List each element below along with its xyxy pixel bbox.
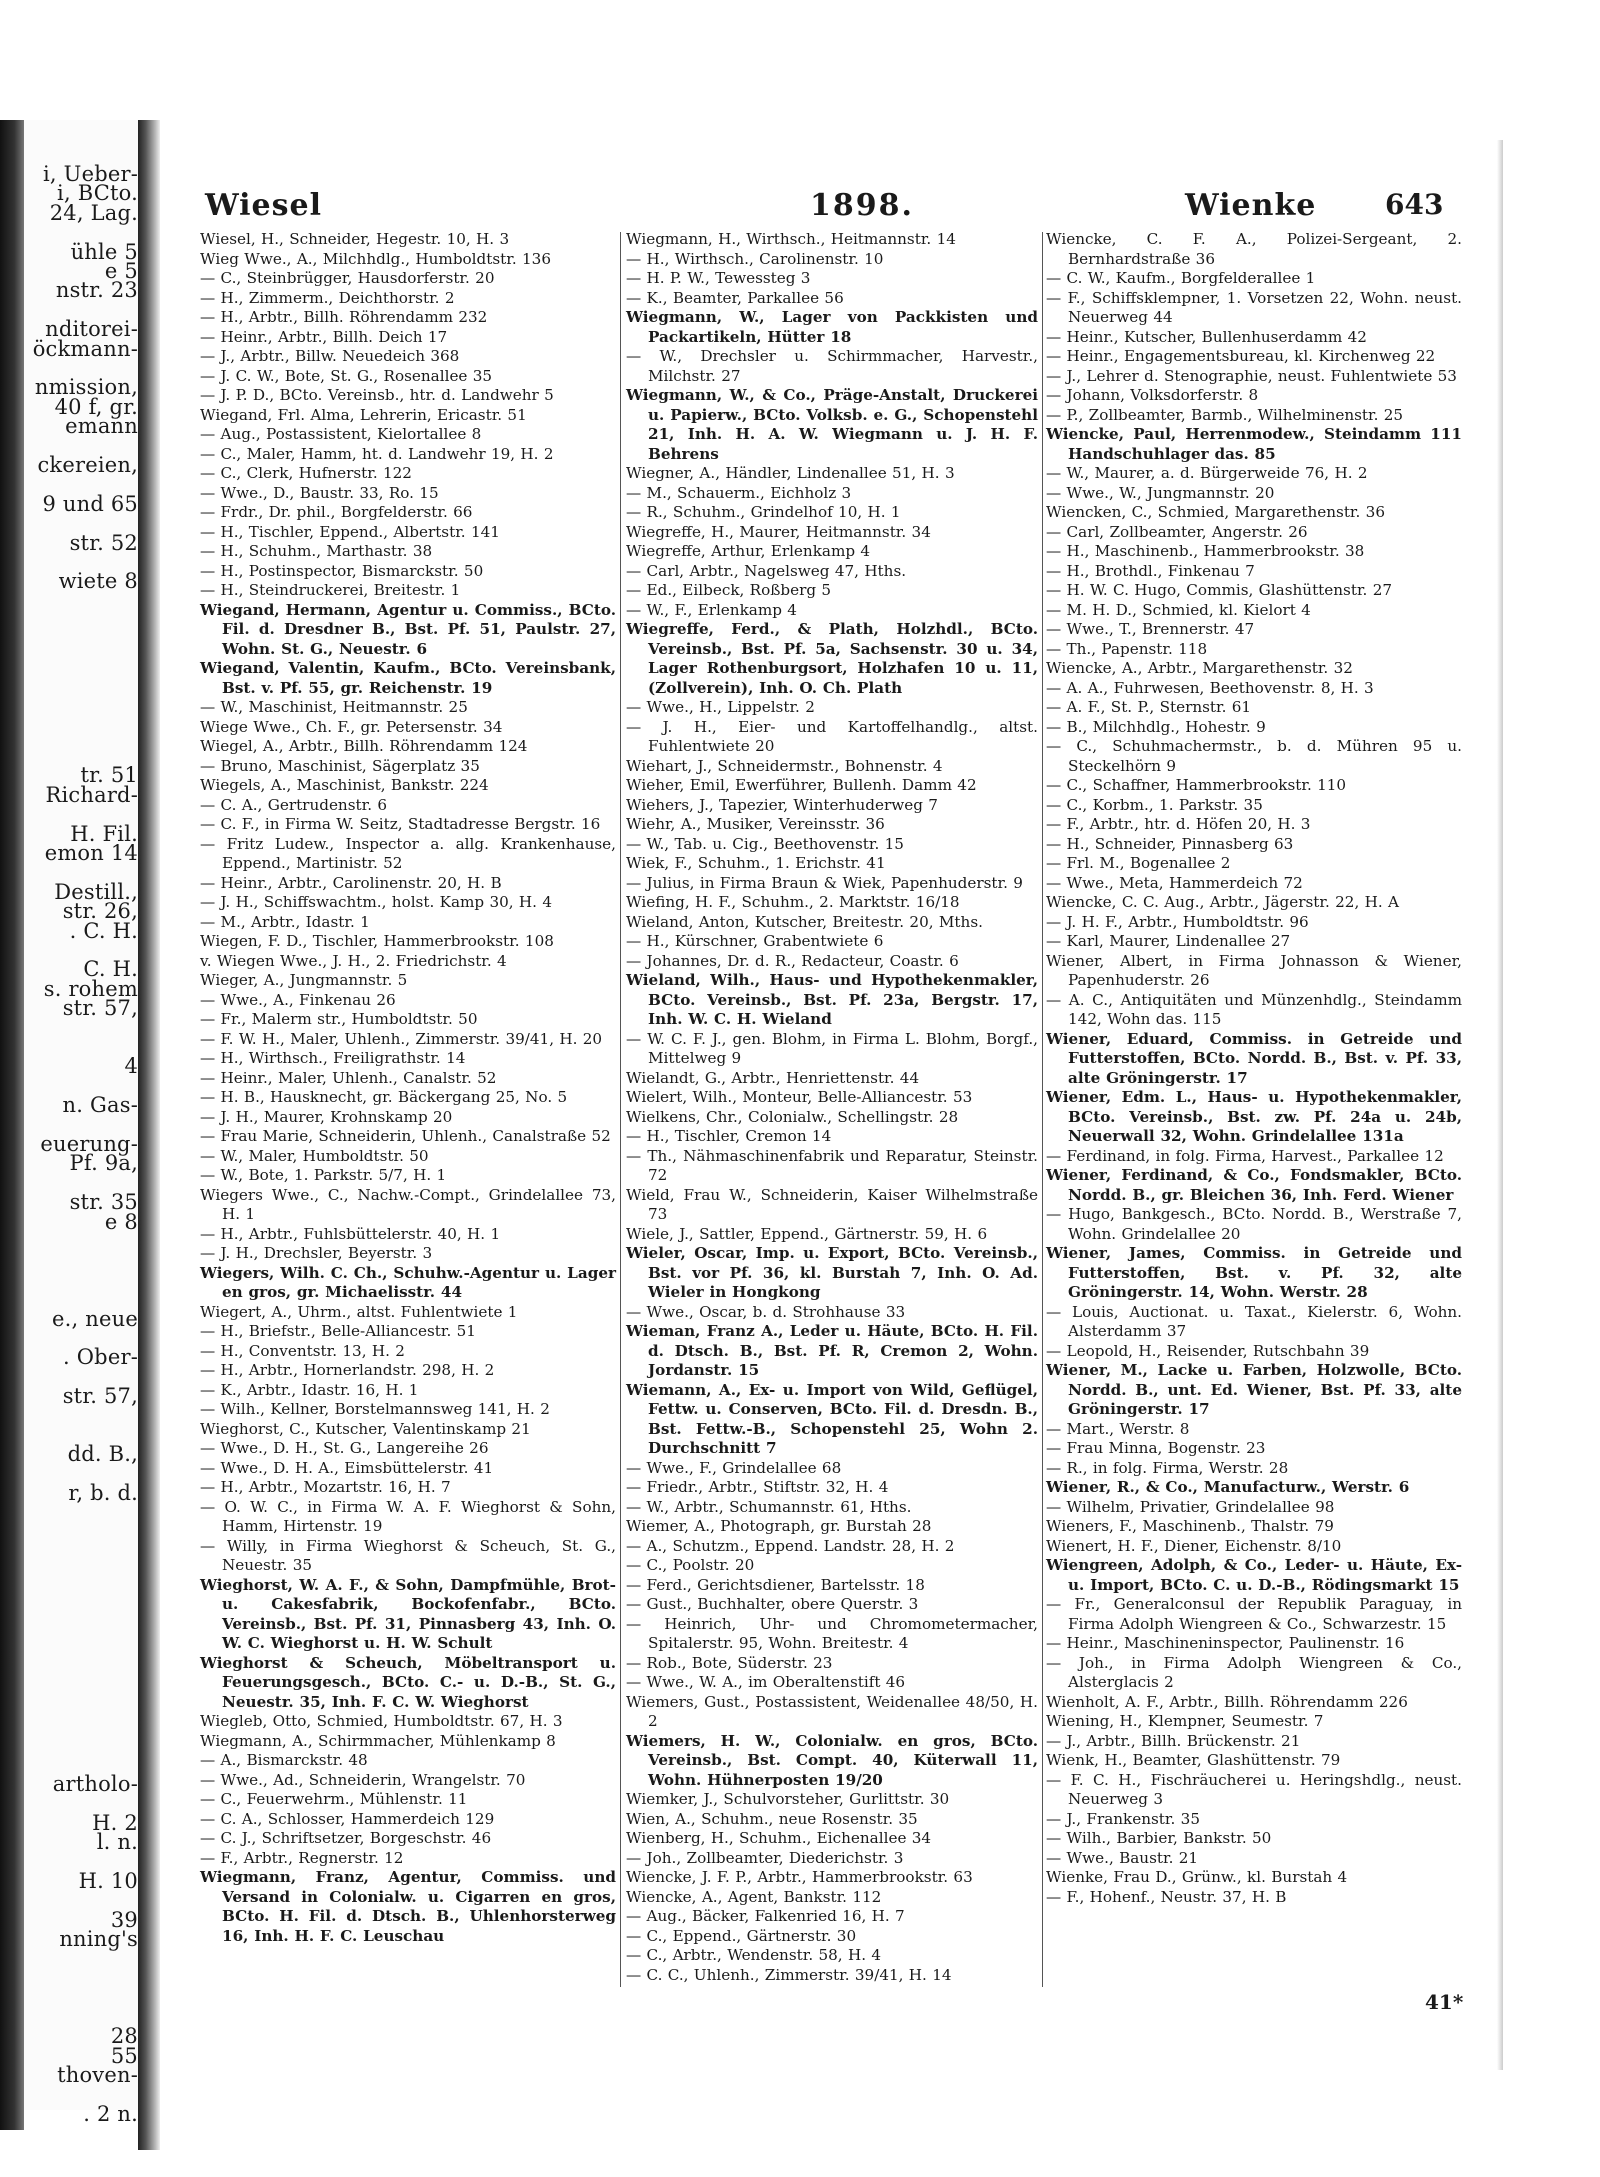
- directory-entry: Wiening, H., Klempner, Seumestr. 7: [1046, 1712, 1324, 1730]
- directory-entry: Wiencke, A., Agent, Bankstr. 112: [626, 1887, 882, 1906]
- directory-entry: Wiemer, A., Photograph, gr. Burstah 28: [626, 1517, 932, 1535]
- directory-entry: Wiemers, Gust., Postassistent, Weidenallee 48/50, H. 2: [626, 1692, 1038, 1730]
- directory-entry: Wieland, Anton, Kutscher, Breitestr. 20, Mths.: [626, 912, 983, 931]
- directory-entry: — Frau Minna, Bogenstr. 23: [1046, 1439, 1266, 1457]
- directory-entry: Wiengreen, Adolph, & Co., Leder- u. Häute, Ex- u. Import, BCto. C. u. D.-B., Rödingsmarkt 15: [1046, 1556, 1462, 1594]
- previous-page-text: . C. H.: [69, 918, 138, 943]
- directory-entry: — H., Conventstr. 13, H. 2: [200, 1341, 405, 1360]
- directory-entry: — Wwe., W., Jungmannstr. 20: [1046, 483, 1275, 502]
- directory-entry: Wienholt, A. F., Arbtr., Billh. Röhrendamm 226: [1046, 1692, 1408, 1711]
- directory-entry: — P., Zollbeamter, Barmb., Wilhelminenstr. 25: [1046, 405, 1404, 424]
- directory-entry: — A., Bismarckstr. 48: [200, 1751, 368, 1769]
- directory-entry: — J. H., Maurer, Krohnskamp 20: [200, 1107, 453, 1126]
- directory-entry: — J., Lehrer d. Stenographie, neust. Fuhlentwiete 53: [1046, 366, 1457, 385]
- directory-entry: Wiener, Eduard, Commiss. in Getreide und Futterstoffen, BCto. Nordd. B., Bst. v. Pf. 33, alte Gröningerstr. 17: [1046, 1029, 1462, 1087]
- previous-page-text: ühle 5: [70, 239, 138, 264]
- directory-entry: — Rob., Bote, Süderstr. 23: [626, 1653, 833, 1672]
- directory-entry: Wiehers, J., Tapezier, Winterhuderweg 7: [626, 795, 938, 814]
- previous-page-text: i, BCto.: [57, 181, 138, 206]
- directory-entry: Wieland, Wilh., Haus- und Hypothekenmakler, BCto. Vereinsb., Bst. Pf. 23a, Bergstr. 17, Inh. W. C. H. Wieland: [626, 971, 1038, 1028]
- directory-entry: — Mart., Werstr. 8: [1046, 1419, 1190, 1438]
- previous-page-text: nning's: [59, 1927, 138, 1952]
- previous-page-text: 9 und 65: [42, 491, 138, 516]
- directory-entry: — M. H. D., Schmied, kl. Kielort 4: [1046, 600, 1311, 619]
- directory-entry: Wiegand, Frl. Alma, Lehrerin, Ericastr. 51: [200, 405, 527, 424]
- directory-entry: — F. W. H., Maler, Uhlenh., Zimmerstr. 39/41, H. 20: [200, 1029, 603, 1048]
- directory-entry: Wield, Frau W., Schneiderin, Kaiser Wilhelmstraße 73: [626, 1185, 1038, 1223]
- previous-page-text: 4: [124, 1054, 138, 1079]
- directory-entry: — Wwe., Baustr. 21: [1046, 1848, 1199, 1867]
- directory-entry: Wieghorst, C., Kutscher, Valentinskamp 21: [200, 1419, 531, 1438]
- directory-entry: Wiener, M., Lacke u. Farben, Holzwolle, BCto. Nordd. B., unt. Ed. Wiener, Bst. Pf. 33, alte Gröningerstr. 17: [1046, 1361, 1462, 1418]
- directory-entry: — J., Arbtr., Billh. Brückenstr. 21: [1046, 1731, 1301, 1750]
- previous-page-text: str. 26,: [62, 899, 138, 924]
- previous-page-text: . 2 n.: [83, 2102, 138, 2126]
- directory-entry: — A., Schutzm., Eppend. Landstr. 28, H. 2: [626, 1536, 955, 1555]
- previous-page-text: e 5: [104, 259, 138, 283]
- directory-entry: — Ed., Eilbeck, Roßberg 5: [626, 581, 832, 599]
- directory-entry: Wiegand, Hermann, Agentur u. Commiss., BCto. Fil. d. Dresdner B., Bst. Pf. 51, Paulstr. 27, Wohn. St. G., Neuestr. 6: [200, 600, 616, 658]
- directory-entry: — Wwe., Oscar, b. d. Strohhause 33: [626, 1302, 906, 1321]
- directory-entry: Wiemers, H. W., Colonialw. en gros, BCto. Vereinsb., Bst. Compt. 40, Küterwall 11, Wohn. Hühnerposten 19/20: [626, 1731, 1038, 1789]
- column-2: [626, 230, 1038, 1990]
- directory-entry: Wieghorst, W. A. F., & Sohn, Dampfmühle, Brot- u. Cakesfabrik, Bockofenfabr., BCto. Vereinsb., Bst. Pf. 31, Pinnasberg 43, Inh. O. W. C. Wieghorst u. H. W. Schult: [200, 1575, 616, 1652]
- running-head-year: 1898.: [810, 188, 914, 223]
- directory-entry: — H., Tischler, Cremon 14: [626, 1127, 832, 1145]
- directory-entry: — Julius, in Firma Braun & Wiek, Papenhuderstr. 9: [626, 873, 1023, 892]
- previous-page-text: euerung-: [40, 1132, 138, 1156]
- directory-entry: — H., Arbtr., Fuhlsbüttelerstr. 40, H. 1: [200, 1224, 501, 1243]
- directory-entry: — Th., Nähmaschinenfabrik und Reparatur, Steinstr. 72: [626, 1146, 1038, 1184]
- directory-entry: — M., Arbtr., Idastr. 1: [200, 912, 370, 931]
- directory-entry: Wiek, F., Schuhm., 1. Erichstr. 41: [626, 854, 886, 872]
- directory-entry: Wiegand, Valentin, Kaufm., BCto. Vereinsbank, Bst. v. Pf. 55, gr. Reichenstr. 19: [200, 659, 616, 697]
- directory-entry: — Ferd., Gerichtsdiener, Bartelsstr. 18: [626, 1575, 925, 1594]
- directory-entry: Wiener, Albert, in Firma Johnasson & Wiener, Papenhuderstr. 26: [1046, 951, 1462, 989]
- directory-entry: — H., Arbtr., Billh. Röhrendamm 232: [200, 308, 488, 326]
- directory-entry: — A. F., St. P., Sternstr. 61: [1046, 698, 1252, 716]
- directory-entry: — Friedr., Arbtr., Stiftstr. 32, H. 4: [626, 1478, 889, 1496]
- directory-entry: — Wwe., Meta, Hammerdeich 72: [1046, 873, 1303, 892]
- directory-entry: — H., Wirthsch., Carolinenstr. 10: [626, 249, 884, 268]
- column-rule: [620, 232, 621, 1987]
- directory-entry: — Bruno, Maschinist, Sägerplatz 35: [200, 756, 480, 775]
- previous-page-text: thoven-: [57, 2063, 138, 2088]
- previous-page-text: . Ober-: [63, 1345, 138, 1370]
- directory-entry: — Carl, Arbtr., Nagelsweg 47, Hths.: [626, 561, 907, 580]
- directory-entry: — H. W. C. Hugo, Commis, Glashüttenstr. 27: [1046, 581, 1393, 599]
- previous-page-text: e 8: [104, 1209, 138, 1234]
- previous-page-text: nstr. 23: [55, 278, 138, 303]
- directory-entry: — C. F., in Firma W. Seitz, Stadtadresse Bergstr. 16: [200, 815, 601, 833]
- directory-entry: — W., Bote, 1. Parkstr. 5/7, H. 1: [200, 1166, 447, 1184]
- directory-entry: Wiemann, A., Ex- u. Import von Wild, Geflügel, Fettw. u. Conserven, BCto. Fil. d. Dresdn. B., Bst. Fettw.-B., Schopenstehl 25, Wohn 2. Durchschnitt 7: [626, 1380, 1038, 1457]
- previous-page-text: nmission,: [34, 375, 138, 400]
- previous-page-text: 55: [110, 2043, 138, 2068]
- directory-entry: — Ferdinand, in folg. Firma, Harvest., Parkallee 12: [1046, 1146, 1444, 1165]
- directory-entry: — Louis, Auctionat. u. Taxat., Kielerstr. 6, Wohn. Alsterdamm 37: [1046, 1302, 1462, 1340]
- directory-entry: Wieners, F., Maschinenb., Thalstr. 79: [1046, 1517, 1334, 1535]
- previous-page-text: Richard-: [45, 782, 138, 807]
- directory-entry: — H., Kürschner, Grabentwiete 6: [626, 932, 884, 950]
- directory-entry: — H., Brothdl., Finkenau 7: [1046, 561, 1255, 580]
- directory-entry: — B., Milchhdlg., Hohestr. 9: [1046, 717, 1266, 736]
- directory-entry: — Aug., Bäcker, Falkenried 16, H. 7: [626, 1907, 905, 1925]
- directory-entry: — Frau Marie, Schneiderin, Uhlenh., Canalstraße 52: [200, 1127, 611, 1145]
- directory-entry: — Wwe., H., Lippelstr. 2: [626, 698, 815, 716]
- directory-entry: Wiefing, H. F., Schuhm., 2. Marktstr. 16/18: [626, 893, 960, 911]
- directory-entry: — Joh., in Firma Adolph Wiengreen & Co., Alsterglacis 2: [1046, 1653, 1462, 1691]
- directory-entry: Wieman, Franz A., Leder u. Häute, BCto. H. Fil. d. Dtsch. B., Bst. Pf. R, Cremon 2, Wohn. Jordanstr. 15: [626, 1322, 1038, 1379]
- directory-entry: — H., Postinspector, Bismarckstr. 50: [200, 561, 484, 580]
- directory-entry: Wienert, H. F., Diener, Eichenstr. 8/10: [1046, 1536, 1342, 1555]
- directory-entry: — W., Tab. u. Cig., Beethovenstr. 15: [626, 834, 904, 853]
- directory-entry: — A. C., Antiquitäten und Münzenhdlg., Steindamm 142, Wohn das. 115: [1046, 990, 1462, 1028]
- directory-entry: — Wwe., A., Finkenau 26: [200, 990, 396, 1009]
- previous-page-text: s. rohem: [43, 976, 138, 1001]
- directory-entry: — H., Arbtr., Mozartstr. 16, H. 7: [200, 1478, 451, 1496]
- directory-entry: — Fr., Malerm str., Humboldtstr. 50: [200, 1010, 478, 1028]
- page-edge: [1497, 140, 1503, 2070]
- directory-entry: Wiegen, F. D., Tischler, Hammerbrookstr. 108: [200, 932, 554, 950]
- directory-entry: Wieger, A., Jungmannstr. 5: [200, 971, 408, 989]
- directory-entry: — W., Drechsler u. Schirmmacher, Harvestr., Milchstr. 27: [626, 347, 1038, 385]
- directory-entry: — J. H., Eier- und Kartoffelhandlg., altst. Fuhlentwiete 20: [626, 717, 1038, 755]
- previous-page-text: tr. 51: [80, 763, 138, 788]
- directory-entry: — J. P. D., BCto. Vereinsb., htr. d. Landwehr 5: [200, 386, 554, 404]
- book-gutter: [138, 120, 160, 2150]
- directory-entry: Wieher, Emil, Ewerführer, Bullenh. Damm 42: [626, 776, 977, 794]
- directory-entry: — W., F., Erlenkamp 4: [626, 600, 797, 619]
- directory-entry: — J., Frankenstr. 35: [1046, 1809, 1200, 1828]
- directory-entry: Wien, A., Schuhm., neue Rosenstr. 35: [626, 1809, 918, 1828]
- directory-entry: — F., Hohenf., Neustr. 37, H. B: [1046, 1887, 1287, 1906]
- directory-entry: — Leopold, H., Reisender, Rutschbahn 39: [1046, 1341, 1370, 1360]
- previous-page-text: emon 14: [44, 841, 138, 865]
- signature-mark: 41*: [1425, 1990, 1464, 2014]
- directory-entry: Wiegner, A., Händler, Lindenallee 51, H. 3: [626, 464, 955, 482]
- column-rule: [1042, 232, 1043, 1987]
- directory-entry: — Frdr., Dr. phil., Borgfelderstr. 66: [200, 503, 473, 521]
- directory-entry: — O. W. C., in Firma W. A. F. Wieghorst & Sohn, Hamm, Hirtenstr. 19: [200, 1497, 616, 1535]
- directory-entry: v. Wiegen Wwe., J. H., 2. Friedrichstr. 4: [200, 951, 507, 970]
- previous-page-text: 39: [110, 1908, 138, 1932]
- previous-page-text: e., neue: [52, 1306, 138, 1331]
- directory-entry: — Heinr., Maler, Uhlenh., Canalstr. 52: [200, 1068, 497, 1087]
- directory-entry: — H., Arbtr., Hornerlandstr. 298, H. 2: [200, 1361, 495, 1379]
- directory-entry: — Fritz Ludew., Inspector a. allg. Krankenhause, Eppend., Martinistr. 52: [200, 834, 616, 872]
- directory-entry: — Wwe., F., Grindelallee 68: [626, 1458, 842, 1477]
- directory-entry: — Wilh., Kellner, Borstelmannsweg 141, H. 2: [200, 1400, 550, 1418]
- directory-entry: Wiegmann, W., Lager von Packkisten und Packartikeln, Hütter 18: [626, 308, 1038, 346]
- directory-entry: Wiegreffe, Arthur, Erlenkamp 4: [626, 542, 871, 560]
- directory-entry: — H., Schuhm., Marthastr. 38: [200, 542, 433, 560]
- directory-entry: — F., Arbtr., htr. d. Höfen 20, H. 3: [1046, 815, 1311, 833]
- previous-page-text: H. 10: [78, 1869, 138, 1894]
- directory-entry: Wiener, Ferdinand, & Co., Fondsmakler, BCto. Nordd. B., gr. Bleichen 36, Inh. Ferd. Wiener: [1046, 1166, 1462, 1204]
- previous-page-text: l. n.: [96, 1830, 138, 1855]
- directory-entry: — Heinr., Kutscher, Bullenhuserdamm 42: [1046, 327, 1367, 346]
- directory-entry: — C., Feuerwehrm., Mühlenstr. 11: [200, 1790, 468, 1808]
- directory-entry: — C., Maler, Hamm, ht. d. Landwehr 19, H. 2: [200, 444, 554, 463]
- previous-page-text: str. 57,: [62, 1384, 138, 1409]
- directory-entry: — C., Arbtr., Wendenstr. 58, H. 4: [626, 1946, 882, 1964]
- previous-page-text: 40 f, gr.: [54, 394, 138, 419]
- directory-entry: — Fr., Generalconsul der Republik Paraguay, in Firma Adolph Wiengreen & Co., Schwarzestr. 15: [1046, 1595, 1462, 1633]
- directory-entry: — J. C. W., Bote, St. G., Rosenallee 35: [200, 366, 493, 385]
- directory-entry: — K., Beamter, Parkallee 56: [626, 288, 844, 307]
- previous-page-text: 28: [110, 2024, 138, 2049]
- directory-entry: Wiener, Edm. L., Haus- u. Hypothekenmakler, BCto. Vereinsb., Bst. zw. Pf. 24a u. 24b, Neuerwall 32, Wohn. Grindelallee 131a: [1046, 1088, 1462, 1145]
- directory-entry: — R., in folg. Firma, Werstr. 28: [1046, 1458, 1289, 1477]
- directory-entry: — K., Arbtr., Idastr. 16, H. 1: [200, 1380, 419, 1399]
- directory-entry: Wiegert, A., Uhrm., altst. Fuhlentwiete 1: [200, 1302, 518, 1321]
- directory-entry: Wiencke, A., Arbtr., Margarethenstr. 32: [1046, 659, 1353, 677]
- previous-page-text: nditorei-: [45, 317, 138, 342]
- directory-entry: — Wwe., T., Brennerstr. 47: [1046, 620, 1255, 638]
- directory-entry: — J. H., Drechsler, Beyerstr. 3: [200, 1244, 433, 1262]
- previous-page-text: ckereien,: [37, 453, 138, 477]
- previous-page-text: dd. B.,: [67, 1442, 138, 1467]
- directory-entry: — M., Schauerm., Eichholz 3: [626, 483, 852, 502]
- directory-entry: Wienberg, H., Schuhm., Eichenallee 34: [626, 1829, 932, 1847]
- directory-entry: — H., Briefstr., Belle-Alliancestr. 51: [200, 1322, 476, 1340]
- directory-entry: — Karl, Maurer, Lindenallee 27: [1046, 932, 1291, 950]
- directory-entry: Wieghorst & Scheuch, Möbeltransport u. Feuerungsgesch., BCto. C.- u. D.-B., St. G., Neuestr. 35, Inh. F. C. W. Wieghorst: [200, 1653, 616, 1711]
- directory-entry: — Heinrich, Uhr- und Chromometermacher, Spitalerstr. 95, Wohn. Breitestr. 4: [626, 1614, 1038, 1652]
- directory-entry: — J., Arbtr., Billw. Neuedeich 368: [200, 347, 460, 365]
- directory-entry: — H. B., Hausknecht, gr. Bäckergang 25, No. 5: [200, 1088, 568, 1106]
- directory-entry: — C. W., Kaufm., Borgfelderallee 1: [1046, 269, 1316, 287]
- directory-entry: — C., Schuhmachermstr., b. d. Mühren 95 u. Steckelhörn 9: [1046, 737, 1462, 775]
- previous-page-text: Pf. 9a,: [69, 1151, 138, 1176]
- previous-page-text: 24, Lag.: [49, 200, 138, 225]
- directory-entry: — H., Schneider, Pinnasberg 63: [1046, 834, 1294, 853]
- directory-entry: — Heinr., Maschineninspector, Paulinenstr. 16: [1046, 1634, 1405, 1652]
- directory-entry: — Wwe., W. A., im Oberaltenstift 46: [626, 1673, 906, 1691]
- previous-page-text: str. 52: [69, 530, 138, 555]
- directory-entry: — Hugo, Bankgesch., BCto. Nordd. B., Werstraße 7, Wohn. Grindelallee 20: [1046, 1205, 1462, 1243]
- previous-page-text: C. H.: [83, 957, 138, 982]
- directory-entry: Wiegels, A., Maschinist, Bankstr. 224: [200, 776, 489, 794]
- directory-entry: Wiegreffe, H., Maurer, Heitmannstr. 34: [626, 522, 931, 541]
- directory-entry: — F., Schiffsklempner, 1. Vorsetzen 22, Wohn. neust. Neuerweg 44: [1046, 288, 1462, 326]
- directory-entry: Wiele, J., Sattler, Eppend., Gärtnerstr. 59, H. 6: [626, 1224, 988, 1243]
- directory-entry: — Willy, in Firma Wieghorst & Scheuch, St. G., Neuestr. 35: [200, 1536, 616, 1574]
- directory-entry: — C., Poolstr. 20: [626, 1556, 755, 1574]
- directory-entry: — C., Steinbrügger, Hausdorferstr. 20: [200, 269, 495, 287]
- page-header: [165, 188, 1455, 228]
- directory-entry: Wiegmann, W., & Co., Präge-Anstalt, Druckerei u. Papierw., BCto. Volksb. e. G., Schopenstehl 21, Inh. H. A. W. Wiegmann u. J. H. F. Behrens: [626, 386, 1038, 463]
- directory-entry: — C., Clerk, Hufnerstr. 122: [200, 464, 412, 482]
- previous-page-text: H. Fil.: [70, 821, 138, 846]
- directory-entry: Wiencke, J. F. P., Arbtr., Hammerbrookstr. 63: [626, 1868, 973, 1886]
- directory-entry: — Johannes, Dr. d. R., Redacteur, Coastr. 6: [626, 951, 959, 970]
- directory-entry: — Heinr., Engagementsbureau, kl. Kirchenweg 22: [1046, 347, 1436, 365]
- directory-entry: Wiegers Wwe., C., Nachw.-Compt., Grindelallee 73, H. 1: [200, 1185, 616, 1223]
- running-head-left: Wiesel: [205, 188, 323, 223]
- directory-entry: — Frl. M., Bogenallee 2: [1046, 854, 1231, 872]
- directory-entry: Wielandt, G., Arbtr., Henriettenstr. 44: [626, 1068, 920, 1087]
- directory-entry: — F., Arbtr., Regnerstr. 12: [200, 1848, 404, 1867]
- directory-entry: — C., Korbm., 1. Parkstr. 35: [1046, 795, 1263, 814]
- directory-entry: Wielert, Wilh., Monteur, Belle-Alliancestr. 53: [626, 1088, 973, 1106]
- previous-page-text: H. 2: [92, 1811, 138, 1835]
- directory-entry: Wieler, Oscar, Imp. u. Export, BCto. Vereinsb., Bst. vor Pf. 36, kl. Burstah 7, Inh. O. Ad. Wieler in Hongkong: [626, 1244, 1038, 1301]
- book-shadow: [0, 120, 24, 2130]
- directory-entry: Wienk, H., Beamter, Glashüttenstr. 79: [1046, 1751, 1341, 1769]
- directory-entry: — Wwe., Ad., Schneiderin, Wrangelstr. 70: [200, 1770, 526, 1789]
- directory-entry: — Carl, Zollbeamter, Angerstr. 26: [1046, 522, 1308, 541]
- directory-entry: — Heinr., Arbtr., Billh. Deich 17: [200, 327, 448, 346]
- directory-entry: — F. C. H., Fischräucherei u. Heringshdlg., neust. Neuerweg 3: [1046, 1770, 1462, 1808]
- directory-entry: Wiegmann, Franz, Agentur, Commiss. und Versand in Colonialw. u. Cigarren en gros, BCto. H. Fil. d. Dtsch. B., Uhlenhorsterweg 16, Inh. H. F. C. Leuschau: [200, 1868, 616, 1945]
- directory-entry: — W., Maler, Humboldtstr. 50: [200, 1146, 429, 1165]
- directory-entry: Wiencke, C. F. A., Polizei-Sergeant, 2. Bernhardstraße 36: [1046, 230, 1462, 268]
- directory-entry: Wiegreffe, Ferd., & Plath, Holzhdl., BCto. Vereinsb., Bst. Pf. 5a, Sachsenstr. 30 u. 34, Lager Rothenburgsort, Holzhafen 10 u. 11, (Zollverein), Inh. O. Ch. Plath: [626, 620, 1038, 697]
- directory-entry: — Gust., Buchhalter, obere Querstr. 3: [626, 1595, 919, 1613]
- directory-entry: — C. C., Uhlenh., Zimmerstr. 39/41, H. 14: [626, 1965, 952, 1984]
- directory-entry: Wiencken, C., Schmied, Margarethenstr. 36: [1046, 503, 1385, 521]
- previous-page-text: i, Ueber-: [43, 162, 138, 186]
- directory-entry: Wiegleb, Otto, Schmied, Humboldtstr. 67, H. 3: [200, 1712, 563, 1730]
- directory-entry: — C., Eppend., Gärtnerstr. 30: [626, 1926, 857, 1945]
- directory-entry: — A. A., Fuhrwesen, Beethovenstr. 8, H. 3: [1046, 678, 1374, 697]
- directory-entry: Wiegmann, H., Wirthsch., Heitmannstr. 14: [626, 230, 956, 248]
- directory-entry: — W. C. F. J., gen. Blohm, in Firma L. Blohm, Borgf., Mittelweg 9: [626, 1029, 1038, 1067]
- column-3: [1046, 230, 1462, 1990]
- directory-entry: — Heinr., Arbtr., Carolinenstr. 20, H. B: [200, 873, 502, 892]
- directory-entry: Wienke, Frau D., Grünw., kl. Burstah 4: [1046, 1868, 1348, 1886]
- directory-entry: — J. H. F., Arbtr., Humboldtstr. 96: [1046, 912, 1309, 931]
- directory-entry: — Wwe., D., Baustr. 33, Ro. 15: [200, 483, 439, 502]
- directory-entry: Wielkens, Chr., Colonialw., Schellingstr. 28: [626, 1107, 959, 1126]
- directory-entry: — Wwe., D. H. A., Eimsbüttelerstr. 41: [200, 1458, 494, 1477]
- directory-entry: — H., Steindruckerei, Breitestr. 1: [200, 581, 461, 599]
- directory-entry: Wiemker, J., Schulvorsteher, Gurlittstr. 30: [626, 1790, 950, 1808]
- directory-entry: — C. A., Schlosser, Hammerdeich 129: [200, 1809, 495, 1828]
- previous-page-text: öckmann-: [32, 336, 138, 361]
- directory-entry: — H. P. W., Tewessteg 3: [626, 269, 811, 287]
- directory-entry: Wieg Wwe., A., Milchhdlg., Humboldtstr. 136: [200, 249, 551, 268]
- directory-entry: — Joh., Zollbeamter, Diederichstr. 3: [626, 1848, 904, 1867]
- directory-entry: — Wilhelm, Privatier, Grindelallee 98: [1046, 1497, 1335, 1516]
- directory-entry: Wiener, James, Commiss. in Getreide und Futterstoffen, Bst. v. Pf. 32, alte Gröningerstr. 14, Wohn. Werstr. 28: [1046, 1244, 1462, 1301]
- running-head-right: Wienke: [1185, 188, 1317, 223]
- directory-entry: Wiegmann, A., Schirmmacher, Mühlenkamp 8: [200, 1731, 556, 1750]
- directory-entry: — W., Arbtr., Schumannstr. 61, Hths.: [626, 1497, 912, 1516]
- previous-page-text: str. 35: [69, 1190, 138, 1215]
- directory-entry: — W., Maurer, a. d. Bürgerweide 76, H. 2: [1046, 464, 1368, 482]
- directory-entry: — Aug., Postassistent, Kielortallee 8: [200, 425, 482, 443]
- directory-entry: — Johann, Volksdorferstr. 8: [1046, 386, 1259, 404]
- directory-entry: Wiener, R., & Co., Manufacturw., Werstr. 6: [1046, 1478, 1410, 1496]
- directory-entry: Wiehart, J., Schneidermstr., Bohnenstr. 4: [626, 756, 943, 775]
- directory-entry: — R., Schuhm., Grindelhof 10, H. 1: [626, 503, 901, 521]
- directory-entry: Wiesel, H., Schneider, Hegestr. 10, H. 3: [200, 230, 510, 248]
- previous-page-text: wiete 8: [58, 569, 138, 594]
- directory-entry: Wiencke, Paul, Herrenmodew., Steindamm 111 Handschuhlager das. 85: [1046, 425, 1462, 463]
- directory-entry: Wiege Wwe., Ch. F., gr. Petersenstr. 34: [200, 717, 503, 736]
- previous-page-text: Destill.,: [54, 879, 138, 904]
- directory-entry: — J. H., Schiffswachtm., holst. Kamp 30, H. 4: [200, 893, 552, 911]
- directory-entry: — W., Maschinist, Heitmannstr. 25: [200, 698, 468, 716]
- directory-entry: — C. A., Gertrudenstr. 6: [200, 795, 388, 814]
- directory-entry: — H., Zimmerm., Deichthorstr. 2: [200, 288, 455, 307]
- directory-entry: — Wwe., D. H., St. G., Langereihe 26: [200, 1439, 489, 1457]
- previous-page-text: r, b. d.: [68, 1481, 138, 1506]
- previous-page-text: str. 57,: [62, 996, 138, 1021]
- directory-entry: — Wilh., Barbier, Bankstr. 50: [1046, 1829, 1272, 1847]
- previous-page-text: emann: [65, 414, 138, 439]
- directory-entry: — H., Tischler, Eppend., Albertstr. 141: [200, 522, 500, 541]
- directory-entry: — Th., Papenstr. 118: [1046, 639, 1208, 658]
- directory-entry: Wiegers, Wilh. C. Ch., Schuhw.-Agentur u. Lager en gros, gr. Michaelisstr. 44: [200, 1263, 616, 1301]
- page-number: 643: [1385, 188, 1444, 221]
- directory-entry: — H., Maschinenb., Hammerbrookstr. 38: [1046, 542, 1365, 560]
- directory-entry: Wiencke, C. C. Aug., Arbtr., Jägerstr. 22, H. A: [1046, 893, 1399, 911]
- previous-page-text: artholo-: [52, 1772, 138, 1797]
- directory-entry: — C. J., Schriftsetzer, Borgeschstr. 46: [200, 1829, 492, 1847]
- directory-entry: — C., Schaffner, Hammerbrookstr. 110: [1046, 776, 1347, 794]
- directory-entry: — H., Wirthsch., Freiligrathstr. 14: [200, 1049, 466, 1067]
- directory-entry: Wiehr, A., Musiker, Vereinsstr. 36: [626, 815, 885, 833]
- previous-page-text: n. Gas-: [62, 1093, 138, 1118]
- column-1: [200, 230, 616, 1990]
- directory-entry: Wiegel, A., Arbtr., Billh. Röhrendamm 124: [200, 737, 528, 755]
